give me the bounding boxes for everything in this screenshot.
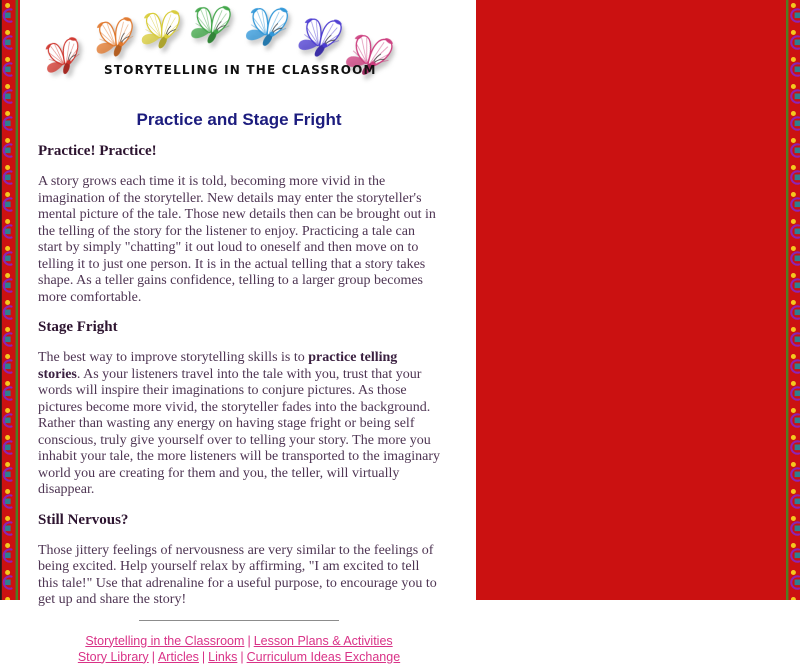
section-heading-still-nervous: Still Nervous?	[38, 511, 129, 528]
red-butterfly-icon	[39, 33, 90, 84]
article	[38, 110, 440, 665]
footer-separator: |	[201, 649, 206, 664]
paragraph-practice-text: A story grows each time it is told, becoming more vivid in the imagination of the storyteller. New details may enter the storyteller's mental picture of the tale. Those new details then can be brought out in the telling of the story for the listener to enjoy. Practicing a tale can start by simply "chatting" it out loud to oneself and then move on to telling it to just one person. It is in the actual telling that a story takes shape. As a teller gains confidence, telling to a larger group becomes more comfortable.	[38, 174, 436, 305]
left-border-pattern	[0, 0, 20, 600]
stage-fright-text-after: . As your listeners travel into the tale with you, trust that your words will inspire their imaginations to conjure pictures. As those pictures become more vivid, the storyteller fades into the background. Rather than wasting any energy on having stage fright or being self conscious, truly give yourself over to telling your story. The more you inhabit your tale, the more listeners will be transported to the imaginary world you are creating for them and you, the teller, will virtually disappear.	[38, 366, 441, 497]
paragraph-still-nervous	[38, 543, 440, 609]
sky-blue-butterfly-icon	[241, 1, 296, 56]
right-border-pattern	[786, 0, 800, 600]
link-story-library[interactable]: Story Library	[77, 649, 149, 664]
paragraph-stage-fright	[38, 350, 440, 499]
stage-fright-text-before: The best way to improve storytelling skills is to	[38, 350, 309, 365]
section-heading-practice: Practice! Practice!	[38, 143, 157, 159]
right-red-panel	[476, 0, 800, 600]
paragraph-practice	[38, 174, 440, 306]
site-banner-title: STORYTELLING IN THE CLASSROOM	[104, 63, 377, 77]
pink-butterfly-icon	[338, 25, 402, 89]
green-butterfly-icon	[186, 0, 237, 51]
footer-nav	[38, 633, 440, 665]
link-lesson-plans-activities[interactable]: Lesson Plans & Activities	[253, 633, 393, 648]
yellow-butterfly-icon	[138, 7, 186, 55]
footer-separator: |	[151, 649, 155, 664]
link-articles[interactable]: Articles	[157, 649, 199, 664]
site-banner	[20, 0, 476, 100]
content-column	[20, 0, 476, 664]
link-storytelling-in-the-classroom[interactable]: Storytelling in the Classroom	[85, 633, 245, 648]
orange-butterfly-icon	[90, 13, 142, 65]
footer-separator: |	[240, 649, 244, 664]
stage-fright-bold-text: practice telling stories	[38, 350, 398, 382]
section-heading-stage-fright: Stage Fright	[38, 319, 118, 335]
footer-separator: |	[247, 633, 251, 648]
link-curriculum-ideas-exchange[interactable]: Curriculum Ideas Exchange	[246, 649, 401, 664]
footer-divider	[139, 620, 339, 621]
page-title: Practice and Stage Fright	[136, 110, 342, 129]
still-nervous-text: Those jittery feelings of nervousness are very similar to the feelings of being excited. Help yourself relax by affirming, "I am excited to tell this tale!" Use that adrenaline for a useful purpose, to encourage you to get up and share the story!	[38, 542, 437, 607]
link-links[interactable]: Links	[208, 649, 238, 664]
footer-nav-row-1	[38, 633, 440, 649]
footer-nav-row-2	[38, 649, 440, 665]
